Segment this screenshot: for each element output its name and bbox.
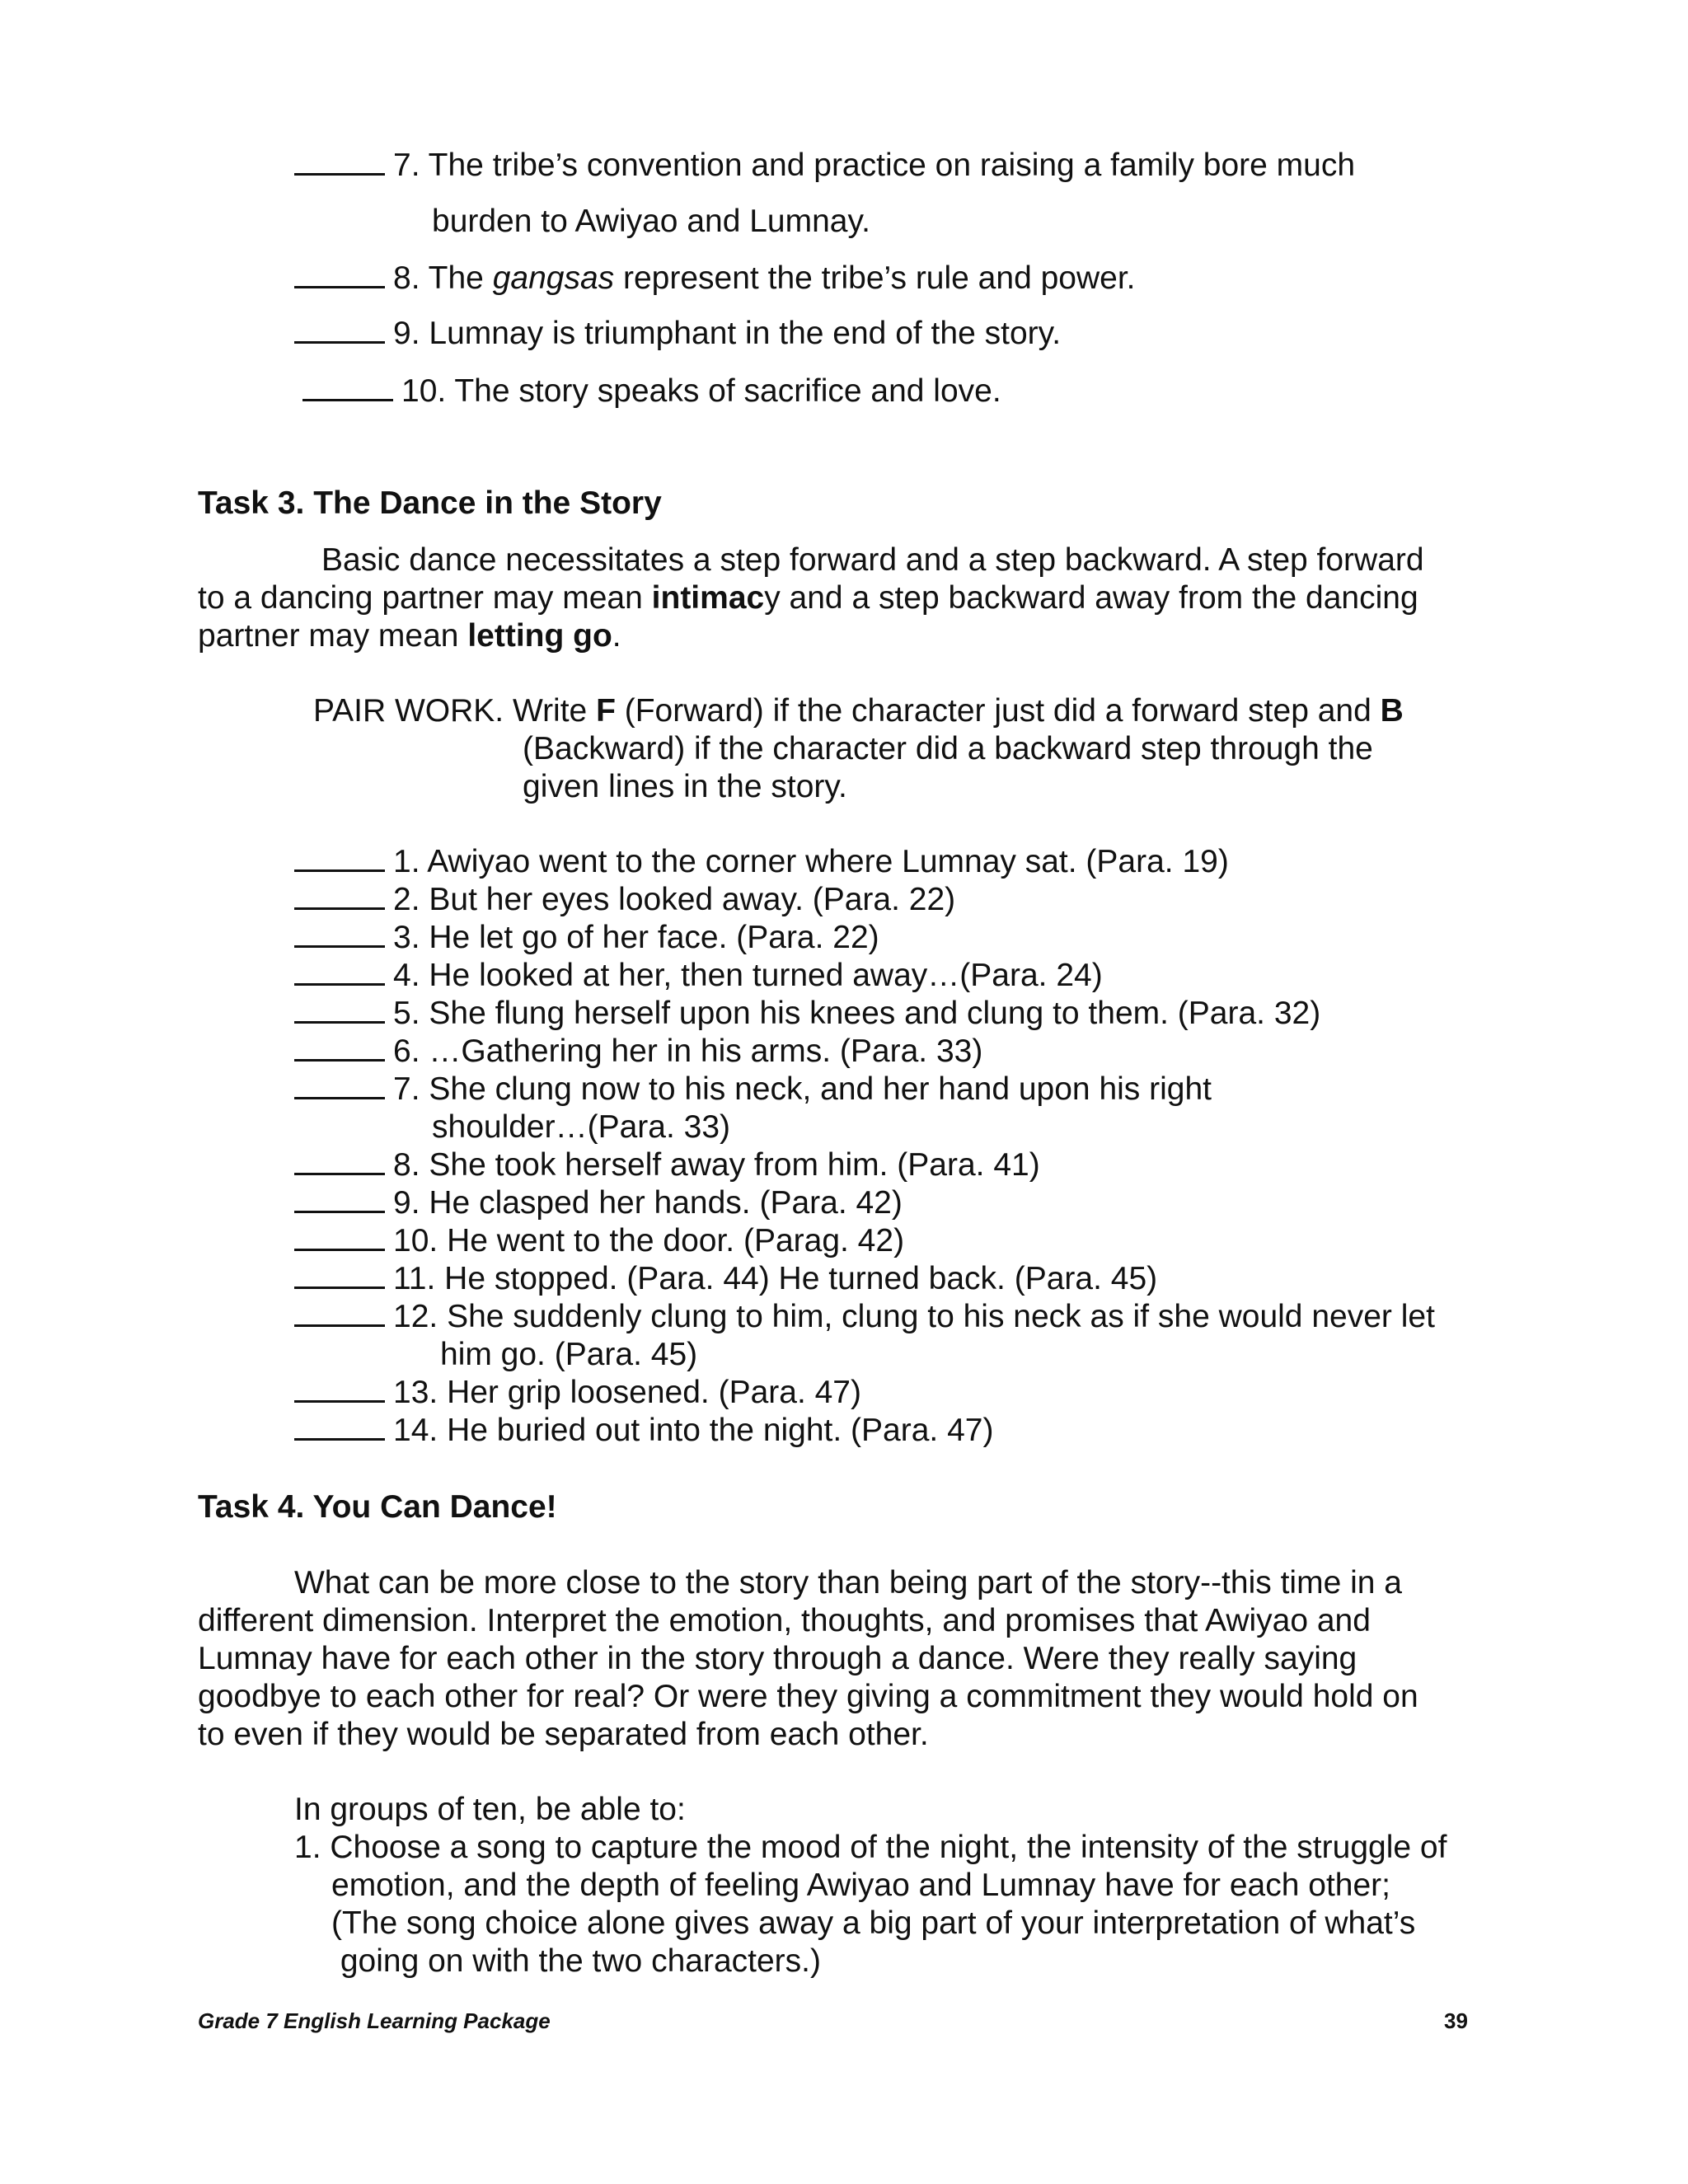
task3-item-13: 13. Her grip loosened. (Para. 47) — [294, 1374, 861, 1412]
answer-blank[interactable] — [294, 1300, 385, 1327]
task3-item-7: 7. She clung now to his neck, and her hand upon his right — [294, 1071, 1212, 1108]
pair-work-instruction-line-2: (Backward) if the character did a backward step through the — [523, 731, 1373, 766]
answer-blank[interactable] — [294, 1376, 385, 1403]
task4-list-item-1: 1. Choose a song to capture the mood of the night, the intensity of the struggle of — [294, 1830, 1447, 1865]
pair-work-instruction-line-3: given lines in the story. — [523, 769, 847, 804]
groups-intro: In groups of ten, be able to: — [294, 1792, 686, 1827]
answer-blank[interactable] — [294, 1148, 385, 1175]
task4-paragraph-line-3: Lumnay have for each other in the story through a dance. Were they really saying — [198, 1641, 1357, 1676]
task2-item-8: 8. The gangsas represent the tribe’s rule and power. — [294, 260, 1136, 298]
task3-item-6: 6. …Gathering her in his arms. (Para. 33) — [294, 1033, 982, 1071]
task4-paragraph-line-1: What can be more close to the story than being part of the story--this time in a — [294, 1565, 1402, 1601]
task3-intro-line-1: Basic dance necessitates a step forward and a step backward. A step forward — [321, 542, 1424, 578]
answer-blank[interactable] — [294, 845, 385, 872]
task4-paragraph-line-2: different dimension. Interpret the emotion, thoughts, and promises that Awiyao and — [198, 1603, 1371, 1638]
answer-blank[interactable] — [294, 1186, 385, 1213]
task2-item-9: 9. Lumnay is triumphant in the end of the story. — [294, 315, 1061, 353]
task3-item-12: 12. She suddenly clung to him, clung to his neck as if she would never let — [294, 1298, 1435, 1336]
task3-item-12-continuation: him go. (Para. 45) — [440, 1337, 698, 1372]
task3-intro-line-2: to a dancing partner may mean intimacy and a step backward away from the dancing — [198, 580, 1418, 616]
task3-item-14: 14. He buried out into the night. (Para. 47) — [294, 1412, 993, 1450]
task3-heading: Task 3. The Dance in the Story — [198, 485, 662, 521]
task3-intro-line-3: partner may mean letting go. — [198, 618, 621, 654]
answer-blank[interactable] — [294, 921, 385, 948]
task4-paragraph-line-5: to even if they would be separated from each other. — [198, 1717, 929, 1752]
task2-item-7: 7. The tribe’s convention and practice on raising a family bore much — [294, 147, 1355, 185]
task4-heading: Task 4. You Can Dance! — [198, 1489, 557, 1525]
task3-item-7-continuation: shoulder…(Para. 33) — [432, 1109, 731, 1145]
task3-item-4: 4. He looked at her, then turned away…(Para. 24) — [294, 957, 1103, 995]
footer-title: Grade 7 English Learning Package — [198, 2008, 551, 2033]
answer-blank[interactable] — [294, 996, 385, 1024]
task3-item-5: 5. She flung herself upon his knees and clung to them. (Para. 32) — [294, 995, 1320, 1033]
task4-list-item-1-line-3: (The song choice alone gives away a big part of your interpretation of what’s — [331, 1905, 1416, 1941]
pair-work-instruction-line-1: PAIR WORK. Write F (Forward) if the character just did a forward step and B — [313, 693, 1404, 729]
task3-item-8: 8. She took herself away from him. (Para. 41) — [294, 1146, 1040, 1184]
task3-item-9: 9. He clasped her hands. (Para. 42) — [294, 1184, 903, 1222]
task3-item-11: 11. He stopped. (Para. 44) He turned back. (Para. 45) — [294, 1260, 1157, 1298]
answer-blank[interactable] — [302, 374, 393, 401]
task3-item-1: 1. Awiyao went to the corner where Lumnay sat. (Para. 19) — [294, 843, 1229, 881]
page-number: 39 — [1444, 2008, 1468, 2033]
answer-blank[interactable] — [294, 316, 385, 344]
answer-blank[interactable] — [294, 1034, 385, 1062]
answer-blank[interactable] — [294, 1072, 385, 1099]
task3-item-10: 10. He went to the door. (Parag. 42) — [294, 1222, 904, 1260]
answer-blank[interactable] — [294, 1413, 385, 1441]
task4-paragraph-line-4: goodbye to each other for real? Or were they giving a commitment they would hold on — [198, 1679, 1418, 1714]
task2-item-10: 10. The story speaks of sacrifice and love. — [302, 373, 1001, 410]
answer-blank[interactable] — [294, 1224, 385, 1251]
answer-blank[interactable] — [294, 261, 385, 288]
answer-blank[interactable] — [294, 148, 385, 176]
task4-list-item-1-line-2: emotion, and the depth of feeling Awiyao and Lumnay have for each other; — [331, 1868, 1391, 1903]
task3-item-2: 2. But her eyes looked away. (Para. 22) — [294, 881, 955, 919]
answer-blank[interactable] — [294, 883, 385, 910]
answer-blank[interactable] — [294, 958, 385, 986]
task3-item-3: 3. He let go of her face. (Para. 22) — [294, 919, 879, 957]
task2-item-7-continuation: burden to Awiyao and Lumnay. — [432, 204, 870, 239]
answer-blank[interactable] — [294, 1262, 385, 1289]
task4-list-item-1-line-4: going on with the two characters.) — [331, 1943, 821, 1979]
